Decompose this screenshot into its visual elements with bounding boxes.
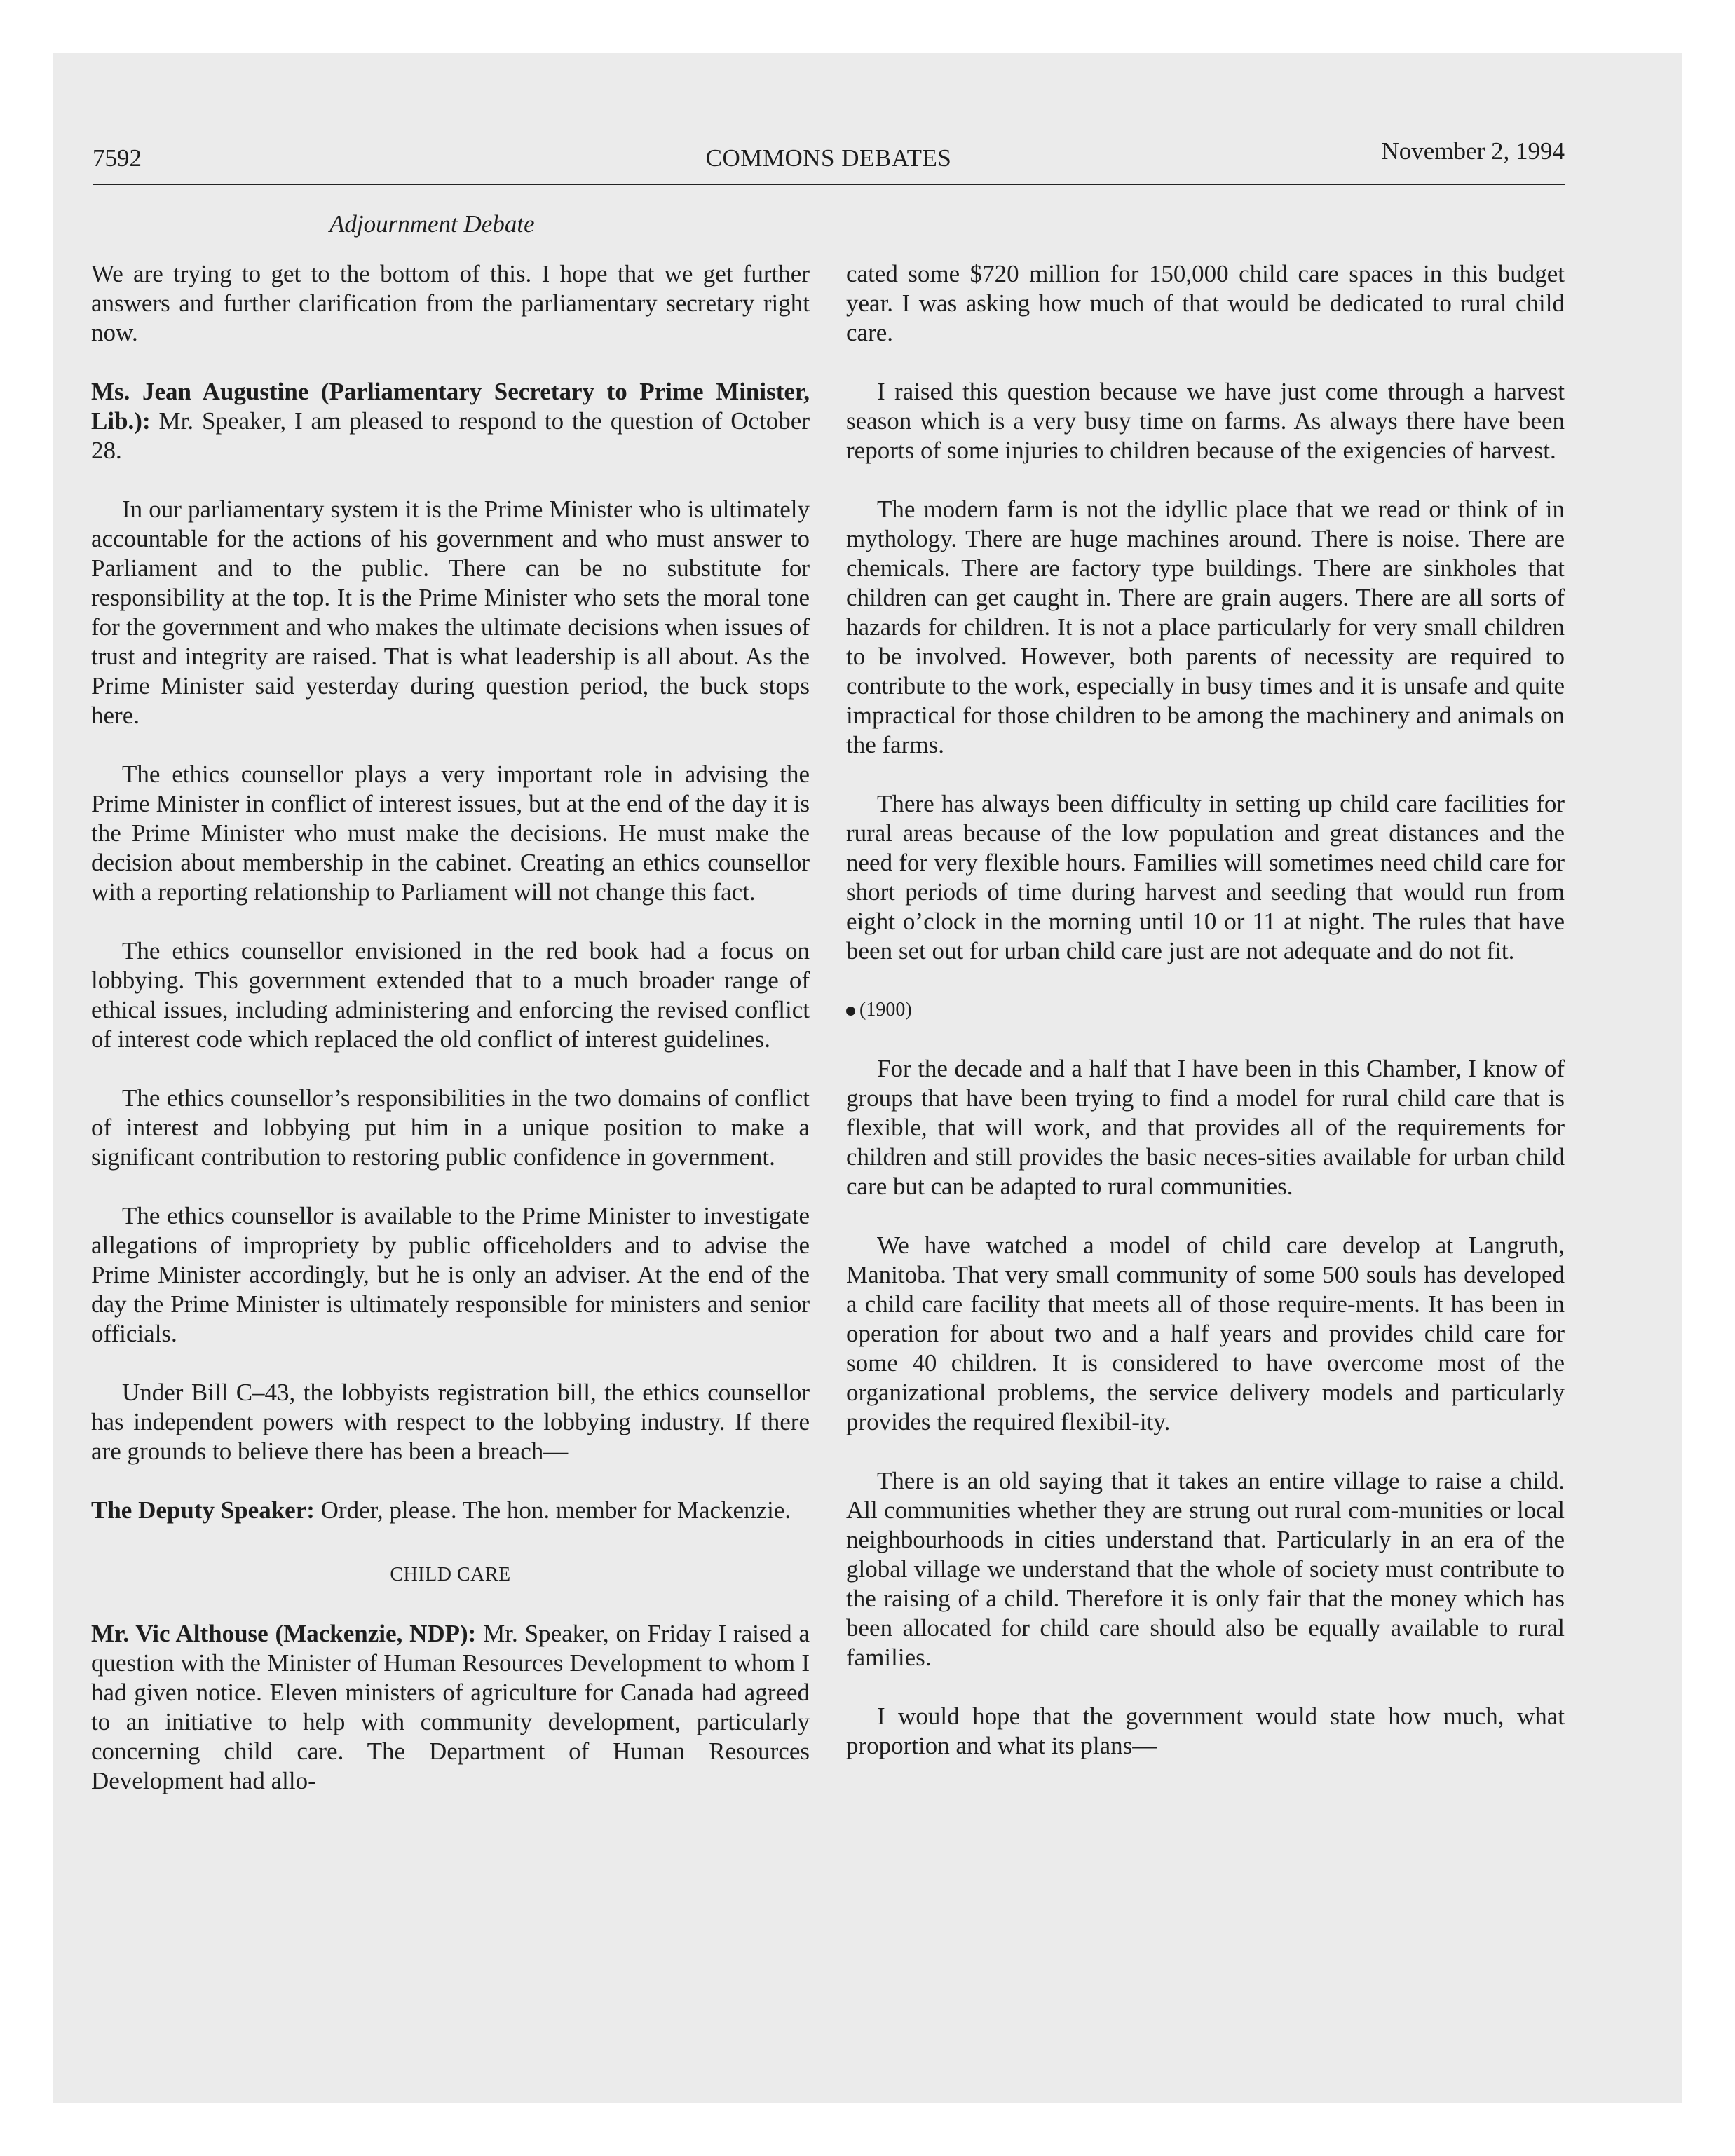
paragraph: Under Bill C–43, the lobbyists registration bill, the ethics counsellor has independent powers with respect to the lobbying industry. If there are grounds to believe there has been a breach—: [91, 1379, 810, 1465]
running-title: COMMONS DEBATES: [705, 144, 952, 172]
speaker-name: Mr. Vic Althouse (Mackenzie, NDP):: [91, 1620, 477, 1647]
paragraph: We have watched a model of child care develop at Langruth, Manitoba. That very small community of some 500 souls has developed a child care facility that meets all of those require-ments. It has been in operation for about two and a half years and provides child care for some 40 children. It is considered to have overcome most of the organizational problems, the service delivery models and particularly provides the required flexibil-ity.: [846, 1231, 1565, 1435]
speech-text: Mr. Speaker, I am pleased to respond to the question of October 28.: [91, 407, 810, 464]
header-rule: [93, 184, 1565, 185]
paragraph: The ethics counsellor is available to the Prime Minister to investigate allegations of impropriety by public officeholders and to advise the Prime Minister accordingly, but he is only an adviser. At the end of the day the Prime Minister is ultimately responsible for ministers and senior officials.: [91, 1202, 810, 1347]
paragraph: The ethics counsellor envisioned in the red book had a focus on lobbying. This government extended that to a much broader range of ethical issues, including administering and enforcing the revised conflict of interest code which replaced the old conflict of interest guidelines.: [91, 937, 810, 1053]
time-marker: [846, 995, 1565, 1025]
bullet-icon: [846, 1007, 855, 1016]
section-heading: Adjournment Debate: [329, 210, 535, 238]
child-care-heading: CHILD CARE: [390, 1564, 511, 1585]
speech-althouse: [91, 1619, 810, 1796]
paragraph: I raised this question because we have just come through a harvest season which is a very busy time on farms. As always there have been reports of some injuries to children because of the exigencies of harvest.: [846, 378, 1565, 464]
speech-augustine: [91, 377, 810, 465]
paragraph: cated some $720 million for 150,000 child care spaces in this budget year. I was asking how much of that would be dedicated to rural child care.: [846, 260, 1565, 346]
left-column: [91, 259, 810, 1825]
paragraph: There is an old saying that it takes an entire village to raise a child. All communities whether they are strung out rural com-munities or local neighbourhoods in cities understand that. Particularly in an era of the global village we understand that the whole of society must contribute to the raising of a child. Therefore it is only fair that the money which has been allocated for child care should also be equally available to rural families.: [846, 1467, 1565, 1671]
speaker-name: The Deputy Speaker:: [91, 1496, 315, 1524]
paragraph: For the decade and a half that I have been in this Chamber, I know of groups that have been trying to find a model for rural child care that is flexible, that will work, and that provides all of the requirements for children and still provides the basic neces-sities available for urban child care but can be adapted to rural communities.: [846, 1055, 1565, 1200]
paragraph: The modern farm is not the idyllic place that we read or think of in mythology. There are huge machines around. There is noise. There are chemicals. There are factory type buildings. There are sinkholes that children can get caught in. There are grain augers. There are all sorts of hazards for children. It is not a place particularly for very small children to be involved. However, both parents of necessity are required to contribute to the work, especially in busy times and it is unsafe and quite impractical for those children to be among the machinery and animals on the farms.: [846, 496, 1565, 758]
speaker-name: Ms. Jean Augustine (Parliamentary Secretary to Prime Minister, Lib.):: [91, 378, 810, 435]
header-date: November 2, 1994: [1381, 137, 1565, 165]
page-number: 7592: [93, 144, 142, 172]
paragraph: The ethics counsellor’s responsibilities in the two domains of conflict of interest and lobbying put him in a unique position to make a significant contribution to restoring public confidence in government.: [91, 1084, 810, 1171]
paragraph: The ethics counsellor plays a very important role in advising the Prime Minister in conflict of interest issues, but at the end of the day it is the Prime Minister who must make the decisions. He must make the decision about membership in the cabinet. Creating an ethics counsellor with a reporting relationship to Parliament will not change this fact.: [91, 760, 810, 906]
right-column: [846, 259, 1565, 1790]
speech-deputy-speaker: [91, 1496, 810, 1525]
speech-text: Order, please. The hon. member for Mackenzie.: [314, 1496, 791, 1524]
page-header: [93, 137, 1565, 182]
paragraph: There has always been difficulty in setting up child care facilities for rural areas because of the low population and great distances and the need for very flexible hours. Families will sometimes need child care for short periods of time during harvest and seeding that would run from eight o’clock in the morning until 10 or 11 at night. The rules that have been set out for urban child care just are not adequate and do not fit.: [846, 790, 1565, 964]
paragraph: I would hope that the government would state how much, what proportion and what its plans—: [846, 1703, 1565, 1759]
time-marker-text: (1900): [859, 999, 912, 1021]
speech-text: Mr. Speaker, on Friday I raised a question with the Minister of Human Resources Development to whom I had given notice. Eleven ministers of agriculture for Canada had agreed to an initiative to help with community development, particularly concerning child care. The Department of Human Resources Development had allo-: [91, 1620, 810, 1794]
paragraph: We are trying to get to the bottom of this. I hope that we get further answers and further clarification from the parliamentary secretary right now.: [91, 260, 810, 346]
paragraph: In our parliamentary system it is the Prime Minister who is ultimately accountable for the actions of his government and who must answer to Parliament and to the public. There can be no substitute for responsibility at the top. It is the Prime Minister who sets the moral tone for the government and who makes the ultimate decisions when issues of trust and integrity are raised. That is what leadership is all about. As the Prime Minister said yesterday during question period, the buck stops here.: [91, 496, 810, 729]
